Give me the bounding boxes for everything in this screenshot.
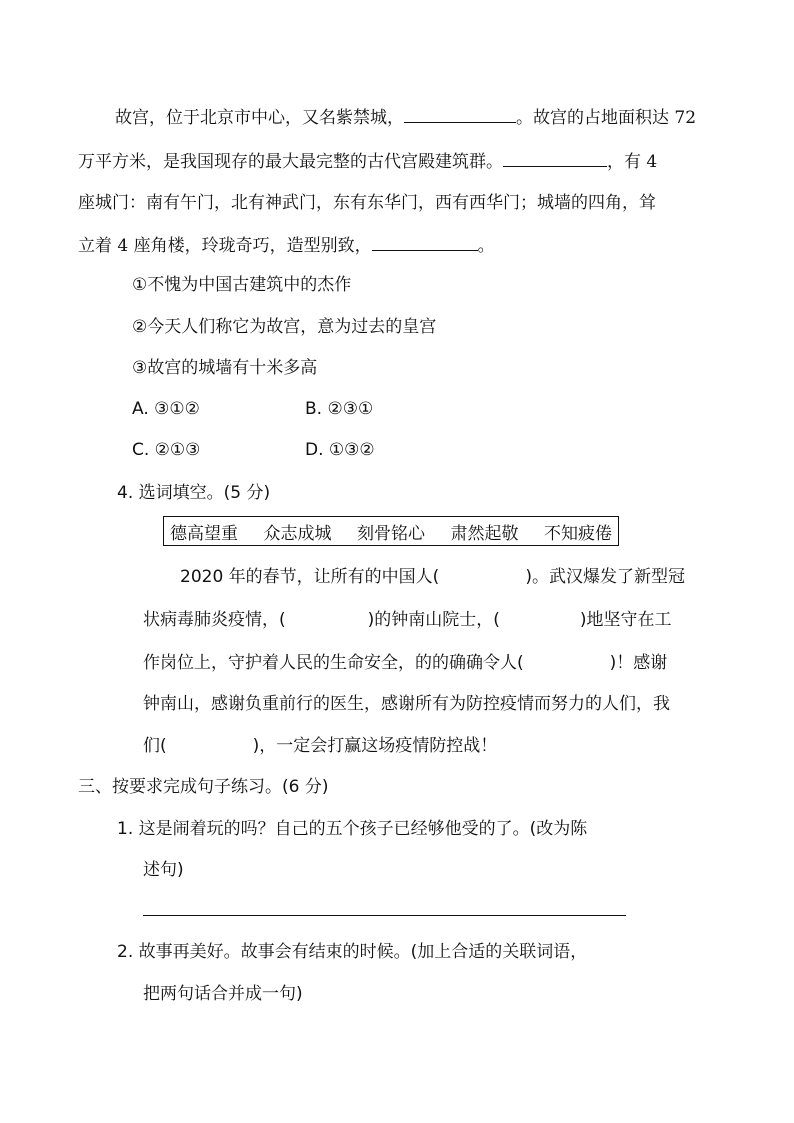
word-option: 肃然起敬 <box>450 523 519 544</box>
section-3-q2-line-1: 2. 故事再美好。故事会有结束的时候。(加上合适的关联词语， <box>117 942 588 962</box>
word-option: 刻骨铭心 <box>357 523 425 544</box>
passage-line-2 <box>78 150 657 173</box>
q4-text: )的钟南山院士，( <box>367 610 500 630</box>
q4-text: 钟南山，感谢负重前行的医生，感谢所有为防控疫情而努力的人们，我 <box>143 694 670 714</box>
q4-line-5 <box>143 735 497 757</box>
choice-b[interactable]: B. ②③① <box>305 399 374 419</box>
passage-text: 立着 4 座角楼，玲珑奇巧，造型别致， <box>78 236 372 256</box>
option-sentence-2: ②今天人们称它为故宫，意为过去的皇宫 <box>132 317 437 337</box>
q4-text: )，一定会打赢这场疫情防控战！ <box>252 736 498 756</box>
q4-line-2 <box>143 609 672 631</box>
fill-blank[interactable] <box>372 234 478 251</box>
word-option: 德高望重 <box>170 523 238 544</box>
section-3-q1-line-2: 述句) <box>143 860 184 880</box>
passage-text: 。故宫的占地面积达 72 <box>516 108 697 128</box>
option-sentence-3: ③故宫的城墙有十米多高 <box>132 358 318 378</box>
section-3-title: 三、按要求完成句子练习。(6 分) <box>78 777 329 797</box>
q4-text: )！感谢 <box>609 653 668 673</box>
fill-blank[interactable] <box>404 106 516 123</box>
word-option: 众志成城 <box>263 523 332 544</box>
passage-line-1 <box>115 106 696 129</box>
q4-line-1 <box>180 566 685 588</box>
word-bank-box <box>163 516 619 546</box>
passage-text: 座城门：南有午门，北有神武门，东有东华门，西有西华门；城墙的四角，耸 <box>78 193 656 213</box>
passage-text: ，有 4 <box>607 152 658 172</box>
section-3-q1-line-1: 1. 这是闹着玩的吗？自己的五个孩子已经够他受的了。(改为陈 <box>117 819 588 839</box>
q4-text: )。武汉爆发了新型冠 <box>525 567 685 587</box>
passage-text: 万平方米，是我国现存的最大最完整的古代宫殿建筑群。 <box>78 152 503 172</box>
option-sentence-1: ①不愧为中国古建筑中的杰作 <box>132 275 352 295</box>
section-3-q2-line-2: 把两句话合并成一句) <box>143 984 303 1004</box>
q4-line-4 <box>143 693 670 715</box>
q4-text: 状病毒肺炎疫情，( <box>143 610 286 630</box>
choice-d[interactable]: D. ①③② <box>305 440 375 460</box>
q4-text: 2020 年的春节，让所有的中国人( <box>180 567 440 587</box>
q4-line-3 <box>143 652 667 674</box>
choice-c[interactable]: C. ②①③ <box>132 440 201 460</box>
word-option: 不知疲倦 <box>544 523 612 544</box>
fill-blank[interactable] <box>503 150 607 167</box>
answer-line[interactable] <box>143 915 626 916</box>
choice-a[interactable]: A. ③①② <box>132 399 200 419</box>
q4-text: 作岗位上，守护着人民的生命安全，的的确确令人( <box>143 653 524 673</box>
q4-text: )地坚守在工 <box>579 610 672 630</box>
q4-text: 们( <box>143 736 167 756</box>
passage-line-3 <box>78 192 656 214</box>
passage-line-4 <box>78 234 495 257</box>
passage-text: 。 <box>477 236 495 256</box>
passage-text: 故宫，位于北京市中心，又名紫禁城， <box>115 108 404 128</box>
question-4-title: 4. 选词填空。(5 分) <box>117 483 271 503</box>
